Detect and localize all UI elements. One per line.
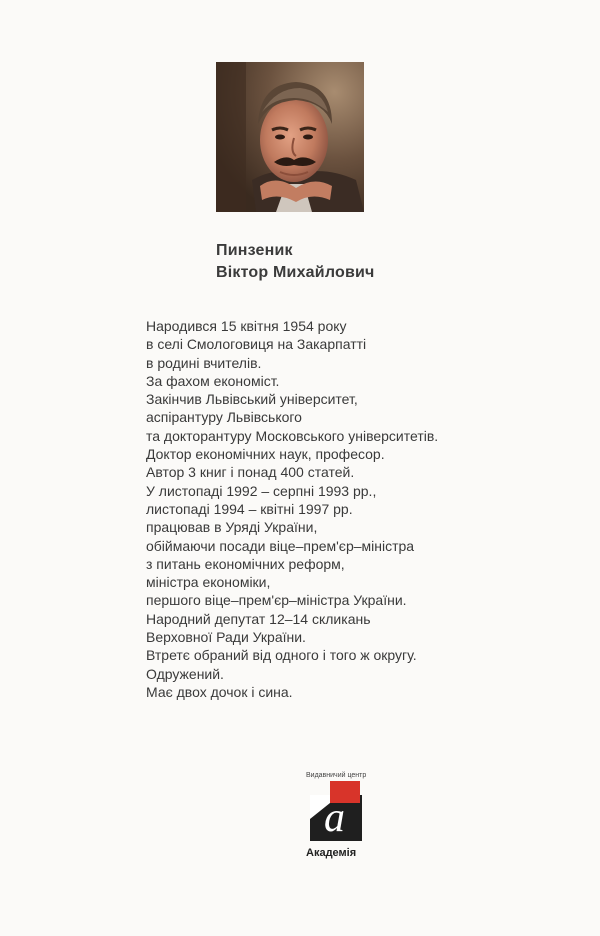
bio-line: працював в Уряді України, (146, 519, 318, 536)
bio-line: Доктор економічних наук, професор. (146, 446, 385, 463)
publisher-caption: Видавничий центр (306, 772, 367, 779)
publisher-name: Академія (306, 847, 357, 859)
svg-text:а: а (324, 795, 345, 841)
bio-line: Має двох дочок і сина. (146, 683, 293, 700)
bio-line: першого віце–прем'єр–міністра України. (146, 592, 407, 609)
author-biography (146, 317, 438, 701)
bio-line: Народився 15 квітня 1954 року (146, 318, 347, 334)
bio-line: За фахом економіст. (146, 372, 280, 389)
publisher-logo-block (306, 771, 366, 859)
bio-line: в селі Смологовиця на Закарпатті (146, 336, 367, 353)
bio-line: в родині вчителів. (146, 354, 262, 371)
bio-line: та докторантуру Московського університетів. (146, 427, 439, 444)
author-portrait-photo (216, 62, 364, 212)
bio-line: Закінчив Львівський університет, (146, 391, 358, 408)
bio-line: Народний депутат 12–14 скликань (146, 610, 371, 627)
bio-line: з питань економічних реформ, (146, 555, 345, 572)
publisher-logo-icon (310, 781, 362, 841)
bio-line: обіймаючи посади віце–прем'єр–міністра (146, 537, 415, 554)
bio-line: Втретє обраний від одного і того ж округу. (146, 647, 417, 664)
author-surname: Пинзеник (216, 242, 293, 259)
bio-line: міністра економіки, (146, 574, 271, 591)
bio-line: Автор 3 книг і понад 400 статей. (146, 464, 355, 481)
bio-line: У листопаді 1992 – серпні 1993 рр., (146, 482, 377, 499)
bio-line: листопаді 1994 – квітні 1997 рр. (146, 500, 353, 517)
bio-line: Верховної Ради України. (146, 629, 306, 646)
author-given-names: Віктор Михайлович (216, 264, 375, 281)
bio-line: аспірантуру Львівського (146, 409, 302, 426)
author-name (216, 240, 375, 284)
bio-line: Одружений. (146, 665, 224, 682)
